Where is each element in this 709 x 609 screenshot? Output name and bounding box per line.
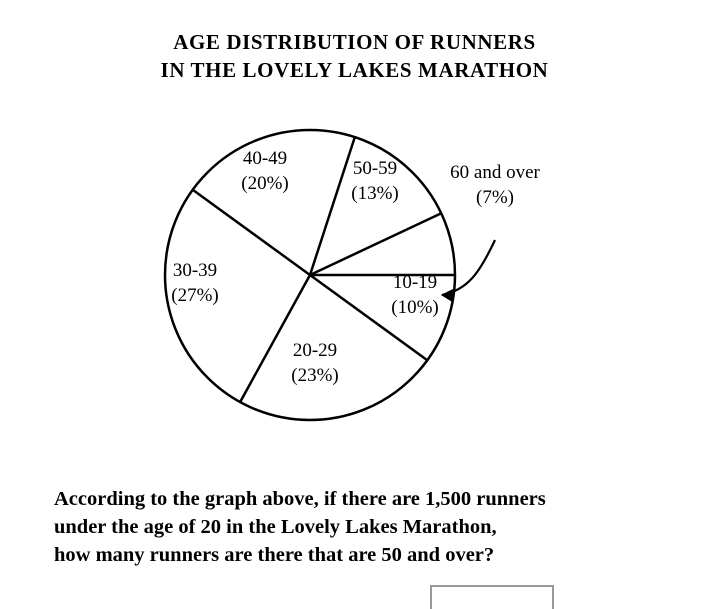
pie-slice-name: 40-49 <box>242 148 288 169</box>
pie-slice-value: (7%) <box>476 187 514 208</box>
pie-slice-name: 10-19 <box>392 272 438 293</box>
question-line-3: how many runners are there that are 50 and over? <box>54 544 495 566</box>
pie-slice-name: 20-29 <box>292 340 338 361</box>
pie-slice-name: 30-39 <box>172 260 218 281</box>
pie-slice-label-30-39 <box>140 258 250 308</box>
pie-slice-value: (27%) <box>171 285 219 306</box>
pie-slice-value: (20%) <box>241 173 289 194</box>
title-line-1: AGE DISTRIBUTION OF RUNNERS <box>173 30 536 54</box>
pie-chart <box>150 90 570 460</box>
answer-box[interactable] <box>430 585 554 609</box>
pie-slice-value: (10%) <box>391 297 439 318</box>
pie-slice-value: (23%) <box>291 365 339 386</box>
pie-slice-label-10-19 <box>360 270 470 320</box>
pie-slice-label-20-29 <box>260 338 370 388</box>
pie-slice-name: 60 and over <box>450 162 540 183</box>
pie-slice-name: 50-59 <box>352 158 398 179</box>
question-line-2: under the age of 20 in the Lovely Lakes Marathon, <box>54 516 497 538</box>
question-text <box>54 485 674 569</box>
page-title <box>0 28 709 84</box>
question-line-1: According to the graph above, if there are 1,500 runners <box>54 488 546 510</box>
title-line-2: IN THE LOVELY LAKES MARATHON <box>160 58 549 82</box>
pie-slice-label-50-59 <box>320 156 430 206</box>
pie-slice-value: (13%) <box>351 183 399 204</box>
pie-slice-label-60-and-over <box>425 160 565 210</box>
pie-slice-label-40-49 <box>210 146 320 196</box>
